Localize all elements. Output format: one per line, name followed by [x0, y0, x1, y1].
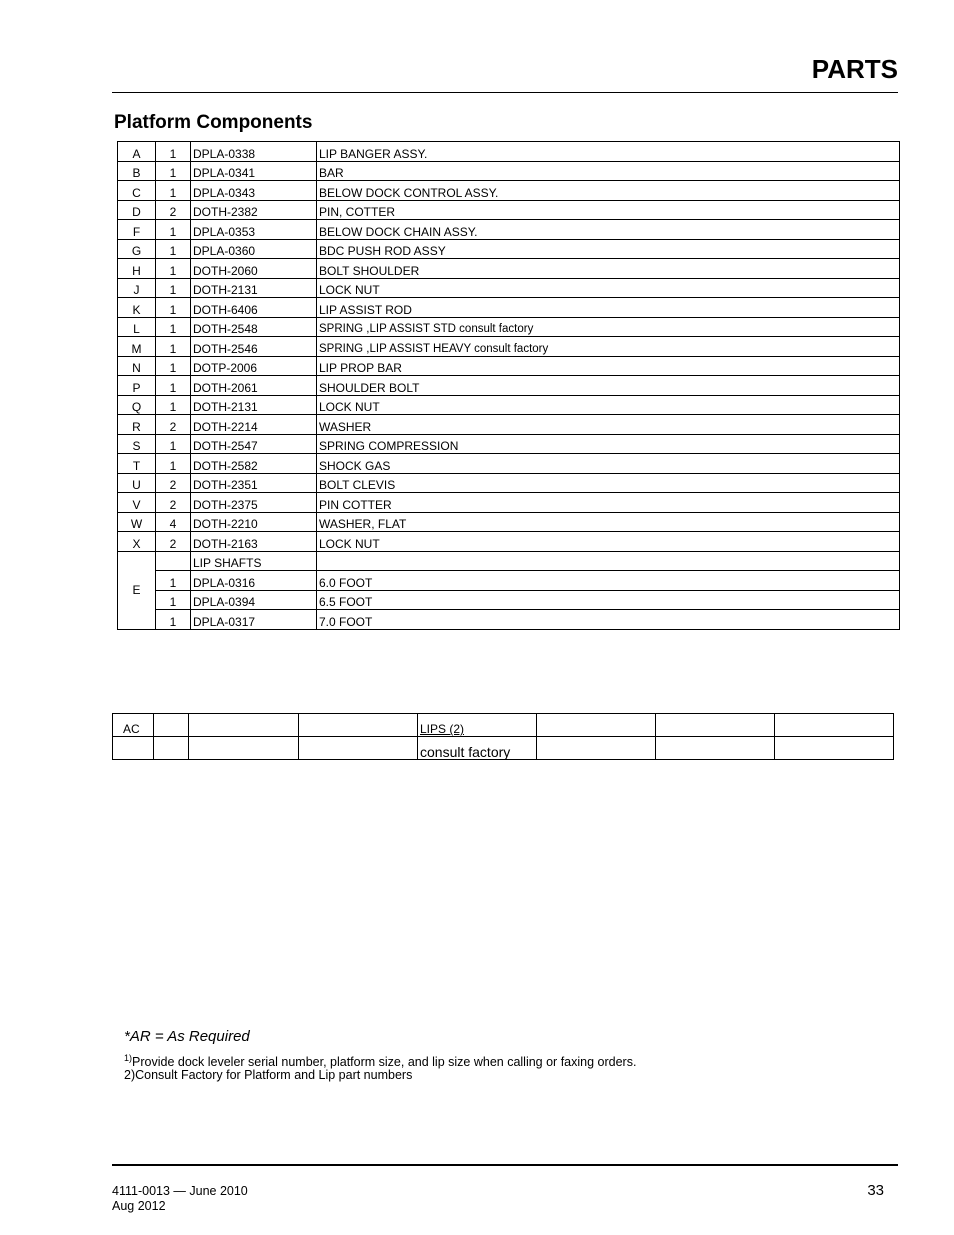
table-row — [118, 454, 900, 474]
empty-cell — [189, 737, 299, 760]
table-row — [118, 239, 900, 259]
description-cell: LIP ASSIST ROD — [317, 298, 900, 318]
description-cell: WASHER, FLAT — [317, 512, 900, 532]
description-cell: PIN, COTTER — [317, 200, 900, 220]
part-number-cell: DPLA-0316 — [191, 571, 317, 591]
part-number-cell: DOTH-2582 — [191, 454, 317, 474]
qty-cell: 1 — [156, 317, 191, 337]
qty-cell: 1 — [156, 434, 191, 454]
part-number-cell: DOTH-2214 — [191, 415, 317, 435]
table-row — [118, 259, 900, 279]
table-row — [113, 714, 894, 737]
qty-cell: 1 — [156, 571, 191, 591]
ref-cell: T — [118, 454, 156, 474]
table-row — [118, 356, 900, 376]
qty-cell — [156, 551, 191, 571]
ref-cell: K — [118, 298, 156, 318]
table-row — [118, 181, 900, 201]
qty-cell: 2 — [156, 200, 191, 220]
ref-cell: L — [118, 317, 156, 337]
table-row — [118, 278, 900, 298]
part-number-cell: DOTH-2061 — [191, 376, 317, 396]
qty-cell: 1 — [156, 337, 191, 357]
ref-cell: P — [118, 376, 156, 396]
qty-cell: 1 — [156, 181, 191, 201]
description-cell: SHOCK GAS — [317, 454, 900, 474]
part-number-cell: DOTH-2547 — [191, 434, 317, 454]
table-row — [118, 512, 900, 532]
lips-label-cell: LIPS (2) — [418, 714, 537, 737]
description-cell: BELOW DOCK CONTROL ASSY. — [317, 181, 900, 201]
table-row — [118, 532, 900, 552]
description-cell: SPRING COMPRESSION — [317, 434, 900, 454]
qty-cell: 1 — [156, 142, 191, 162]
qty-cell: 1 — [156, 259, 191, 279]
parts-table-body — [118, 142, 900, 630]
description-cell: BOLT SHOULDER — [317, 259, 900, 279]
qty-cell: 2 — [156, 473, 191, 493]
table-row — [118, 376, 900, 396]
description-cell: 6.0 FOOT — [317, 571, 900, 591]
qty-cell: 2 — [156, 493, 191, 513]
empty-cell — [537, 737, 656, 760]
lips-ref-cell: AC — [113, 714, 154, 737]
empty-cell — [656, 737, 775, 760]
part-number-cell: DOTP-2006 — [191, 356, 317, 376]
empty-cell — [113, 737, 154, 760]
description-cell: BELOW DOCK CHAIN ASSY. — [317, 220, 900, 240]
table-row — [113, 737, 894, 760]
description-cell: LIP BANGER ASSY. — [317, 142, 900, 162]
ref-cell: N — [118, 356, 156, 376]
lips-note-cell: consult factory — [418, 737, 537, 760]
empty-cell — [775, 737, 894, 760]
empty-cell — [775, 714, 894, 737]
description-cell: BDC PUSH ROD ASSY — [317, 239, 900, 259]
part-number-cell: DOTH-2351 — [191, 473, 317, 493]
part-number-cell: DPLA-0360 — [191, 239, 317, 259]
document-number: 4111-0013 — June 2010 — [112, 1184, 248, 1198]
part-number-cell: DPLA-0343 — [191, 181, 317, 201]
description-cell: LOCK NUT — [317, 278, 900, 298]
lip-shafts-heading: LIP SHAFTS — [191, 551, 317, 571]
description-cell: 6.5 FOOT — [317, 590, 900, 610]
footnote-1-text: Provide dock leveler serial number, platform size, and lip size when calling or faxing orders. — [132, 1055, 637, 1069]
empty-cell — [299, 714, 418, 737]
ref-cell: X — [118, 532, 156, 552]
part-number-cell: DOTH-6406 — [191, 298, 317, 318]
ref-cell: B — [118, 161, 156, 181]
page-title: PARTS — [811, 54, 898, 84]
ref-cell: S — [118, 434, 156, 454]
qty-cell: 2 — [156, 415, 191, 435]
description-cell — [317, 551, 900, 571]
part-number-cell: DPLA-0394 — [191, 590, 317, 610]
description-cell: SPRING ,LIP ASSIST HEAVY consult factory — [317, 337, 900, 357]
revision-date: Aug 2012 — [112, 1199, 166, 1213]
description-cell: LIP PROP BAR — [317, 356, 900, 376]
qty-cell: 1 — [156, 610, 191, 630]
part-number-cell: DOTH-2210 — [191, 512, 317, 532]
description-cell: WASHER — [317, 415, 900, 435]
part-number-cell: DPLA-0353 — [191, 220, 317, 240]
ref-cell: V — [118, 493, 156, 513]
ref-cell: E — [118, 551, 156, 629]
table-row — [118, 493, 900, 513]
footnote-1-marker: 1) — [124, 1053, 133, 1063]
table-row — [118, 571, 900, 591]
qty-cell: 2 — [156, 532, 191, 552]
ref-cell: D — [118, 200, 156, 220]
table-row — [118, 161, 900, 181]
table-row — [118, 551, 900, 571]
ref-cell: G — [118, 239, 156, 259]
table-row — [118, 220, 900, 240]
empty-cell — [537, 714, 656, 737]
table-row — [118, 200, 900, 220]
table-row — [118, 434, 900, 454]
table-row — [118, 395, 900, 415]
qty-cell: 1 — [156, 278, 191, 298]
ref-cell: F — [118, 220, 156, 240]
qty-cell: 1 — [156, 395, 191, 415]
page-number: 33 — [867, 1182, 884, 1199]
table-row — [118, 415, 900, 435]
description-cell: 7.0 FOOT — [317, 610, 900, 630]
qty-cell: 1 — [156, 454, 191, 474]
ref-cell: W — [118, 512, 156, 532]
ref-cell: H — [118, 259, 156, 279]
ref-cell: C — [118, 181, 156, 201]
ref-cell: A — [118, 142, 156, 162]
part-number-cell: DOTH-2375 — [191, 493, 317, 513]
ref-cell: M — [118, 337, 156, 357]
ref-cell: Q — [118, 395, 156, 415]
header-divider — [112, 92, 898, 93]
empty-cell — [189, 714, 299, 737]
part-number-cell: DOTH-2546 — [191, 337, 317, 357]
qty-cell: 4 — [156, 512, 191, 532]
empty-cell — [299, 737, 418, 760]
qty-cell: 1 — [156, 356, 191, 376]
description-cell: LOCK NUT — [317, 395, 900, 415]
qty-cell: 1 — [156, 376, 191, 396]
empty-cell — [154, 737, 189, 760]
ref-cell: R — [118, 415, 156, 435]
footer-divider — [112, 1164, 898, 1166]
description-cell: LOCK NUT — [317, 532, 900, 552]
description-cell: BAR — [317, 161, 900, 181]
qty-cell: 1 — [156, 298, 191, 318]
table-row — [118, 473, 900, 493]
part-number-cell: DOTH-2163 — [191, 532, 317, 552]
empty-cell — [154, 714, 189, 737]
table-row — [118, 298, 900, 318]
ref-cell: J — [118, 278, 156, 298]
as-required-note: *AR = As Required — [124, 1028, 250, 1045]
description-cell: SHOULDER BOLT — [317, 376, 900, 396]
table-row — [118, 317, 900, 337]
table-row — [118, 590, 900, 610]
part-number-cell: DOTH-2131 — [191, 395, 317, 415]
part-number-cell: DOTH-2382 — [191, 200, 317, 220]
footnote-2: 2)Consult Factory for Platform and Lip part numbers — [124, 1068, 413, 1082]
parts-table — [117, 141, 900, 630]
part-number-cell: DPLA-0317 — [191, 610, 317, 630]
table-row — [118, 142, 900, 162]
description-cell: SPRING ,LIP ASSIST STD consult factory — [317, 317, 900, 337]
qty-cell: 1 — [156, 220, 191, 240]
qty-cell: 1 — [156, 161, 191, 181]
part-number-cell: DPLA-0341 — [191, 161, 317, 181]
part-number-cell: DPLA-0338 — [191, 142, 317, 162]
section-title: Platform Components — [114, 112, 313, 133]
qty-cell: 1 — [156, 239, 191, 259]
empty-cell — [656, 714, 775, 737]
description-cell: BOLT CLEVIS — [317, 473, 900, 493]
table-row — [118, 610, 900, 630]
qty-cell: 1 — [156, 590, 191, 610]
part-number-cell: DOTH-2060 — [191, 259, 317, 279]
part-number-cell: DOTH-2548 — [191, 317, 317, 337]
part-number-cell: DOTH-2131 — [191, 278, 317, 298]
table-row — [118, 337, 900, 357]
description-cell: PIN COTTER — [317, 493, 900, 513]
ref-cell: U — [118, 473, 156, 493]
lips-table — [112, 713, 894, 760]
